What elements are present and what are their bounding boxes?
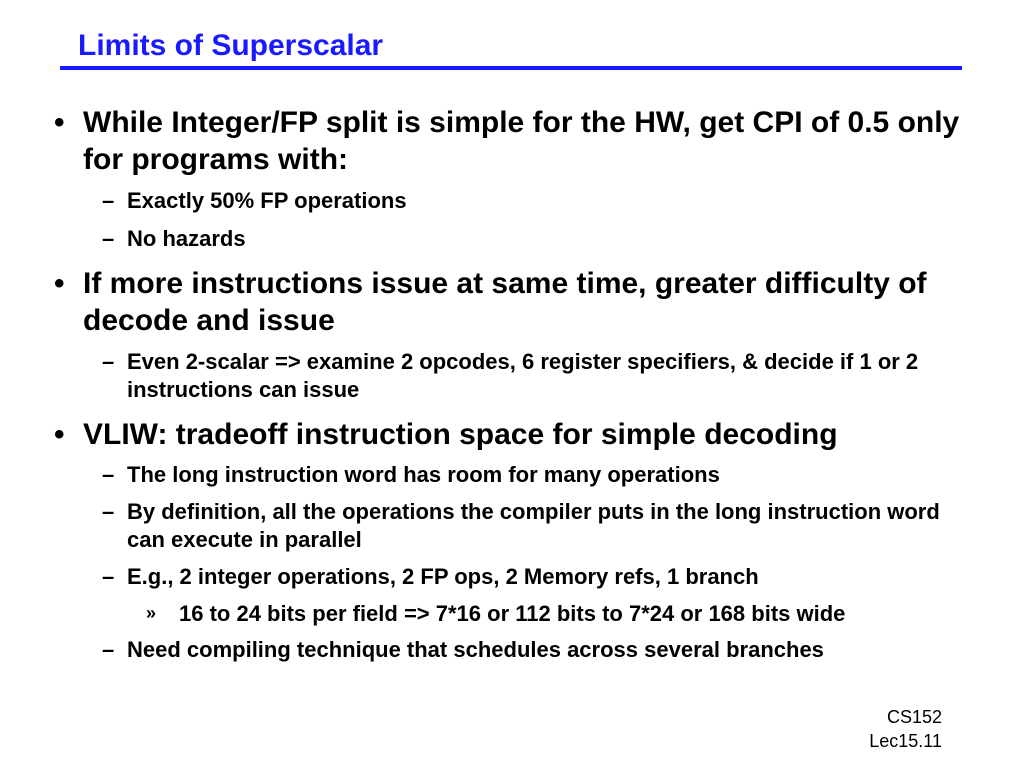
slide-footer	[869, 705, 942, 753]
sub-bullet-text: Exactly 50% FP operations	[127, 188, 407, 213]
sub-bullet-marker: –	[102, 499, 115, 524]
sub-sub-bullet-marker: »	[146, 603, 157, 623]
lecture-label: Lec15.11	[869, 731, 942, 751]
sub-bullet-1-1	[102, 187, 982, 215]
sub-bullet-2-1	[102, 348, 982, 404]
sub-bullet-text: Even 2-scalar => examine 2 opcodes, 6 register specifiers, & decide if 1 or 2 instructions can issue	[127, 349, 919, 402]
sub-bullet-3-1	[102, 461, 982, 489]
bullet-3	[54, 416, 964, 453]
sub-bullet-marker: –	[102, 226, 115, 251]
sub-bullet-text: E.g., 2 integer operations, 2 FP ops, 2 Memory refs, 1 branch	[127, 564, 759, 589]
sub-sub-bullet-3-3-1	[146, 600, 976, 628]
course-label: CS152	[886, 707, 942, 727]
sub-bullet-marker: –	[102, 637, 115, 662]
bullet-marker: •	[54, 106, 65, 139]
bullet-marker: •	[54, 267, 65, 300]
sub-bullet-text: The long instruction word has room for many operations	[127, 462, 720, 487]
sub-sub-bullet-text: 16 to 24 bits per field => 7*16 or 112 bits to 7*24 or 168 bits wide	[179, 601, 846, 626]
sub-bullet-marker: –	[102, 462, 115, 487]
sub-bullet-marker: –	[102, 188, 115, 213]
sub-bullet-3-4	[102, 636, 982, 664]
bullet-text: While Integer/FP split is simple for the HW, get CPI of 0.5 only for programs with:	[83, 106, 960, 176]
sub-bullet-3-2	[102, 498, 982, 554]
bullet-marker: •	[54, 418, 65, 451]
bullet-1	[54, 104, 964, 178]
title-underline	[60, 66, 962, 70]
sub-bullet-text: Need compiling technique that schedules across several branches	[127, 637, 824, 662]
sub-bullet-3-3	[102, 563, 982, 591]
sub-bullet-marker: –	[102, 564, 115, 589]
bullet-text: VLIW: tradeoff instruction space for simple decoding	[83, 418, 838, 451]
bullet-2	[54, 265, 964, 339]
sub-bullet-marker: –	[102, 349, 115, 374]
sub-bullet-text: No hazards	[127, 226, 246, 251]
bullet-text: If more instructions issue at same time, greater difficulty of decode and issue	[83, 267, 927, 337]
slide-title: Limits of Superscalar	[78, 29, 384, 62]
sub-bullet-1-2	[102, 225, 982, 253]
sub-bullet-text: By definition, all the operations the compiler puts in the long instruction word can execute in parallel	[127, 499, 940, 552]
